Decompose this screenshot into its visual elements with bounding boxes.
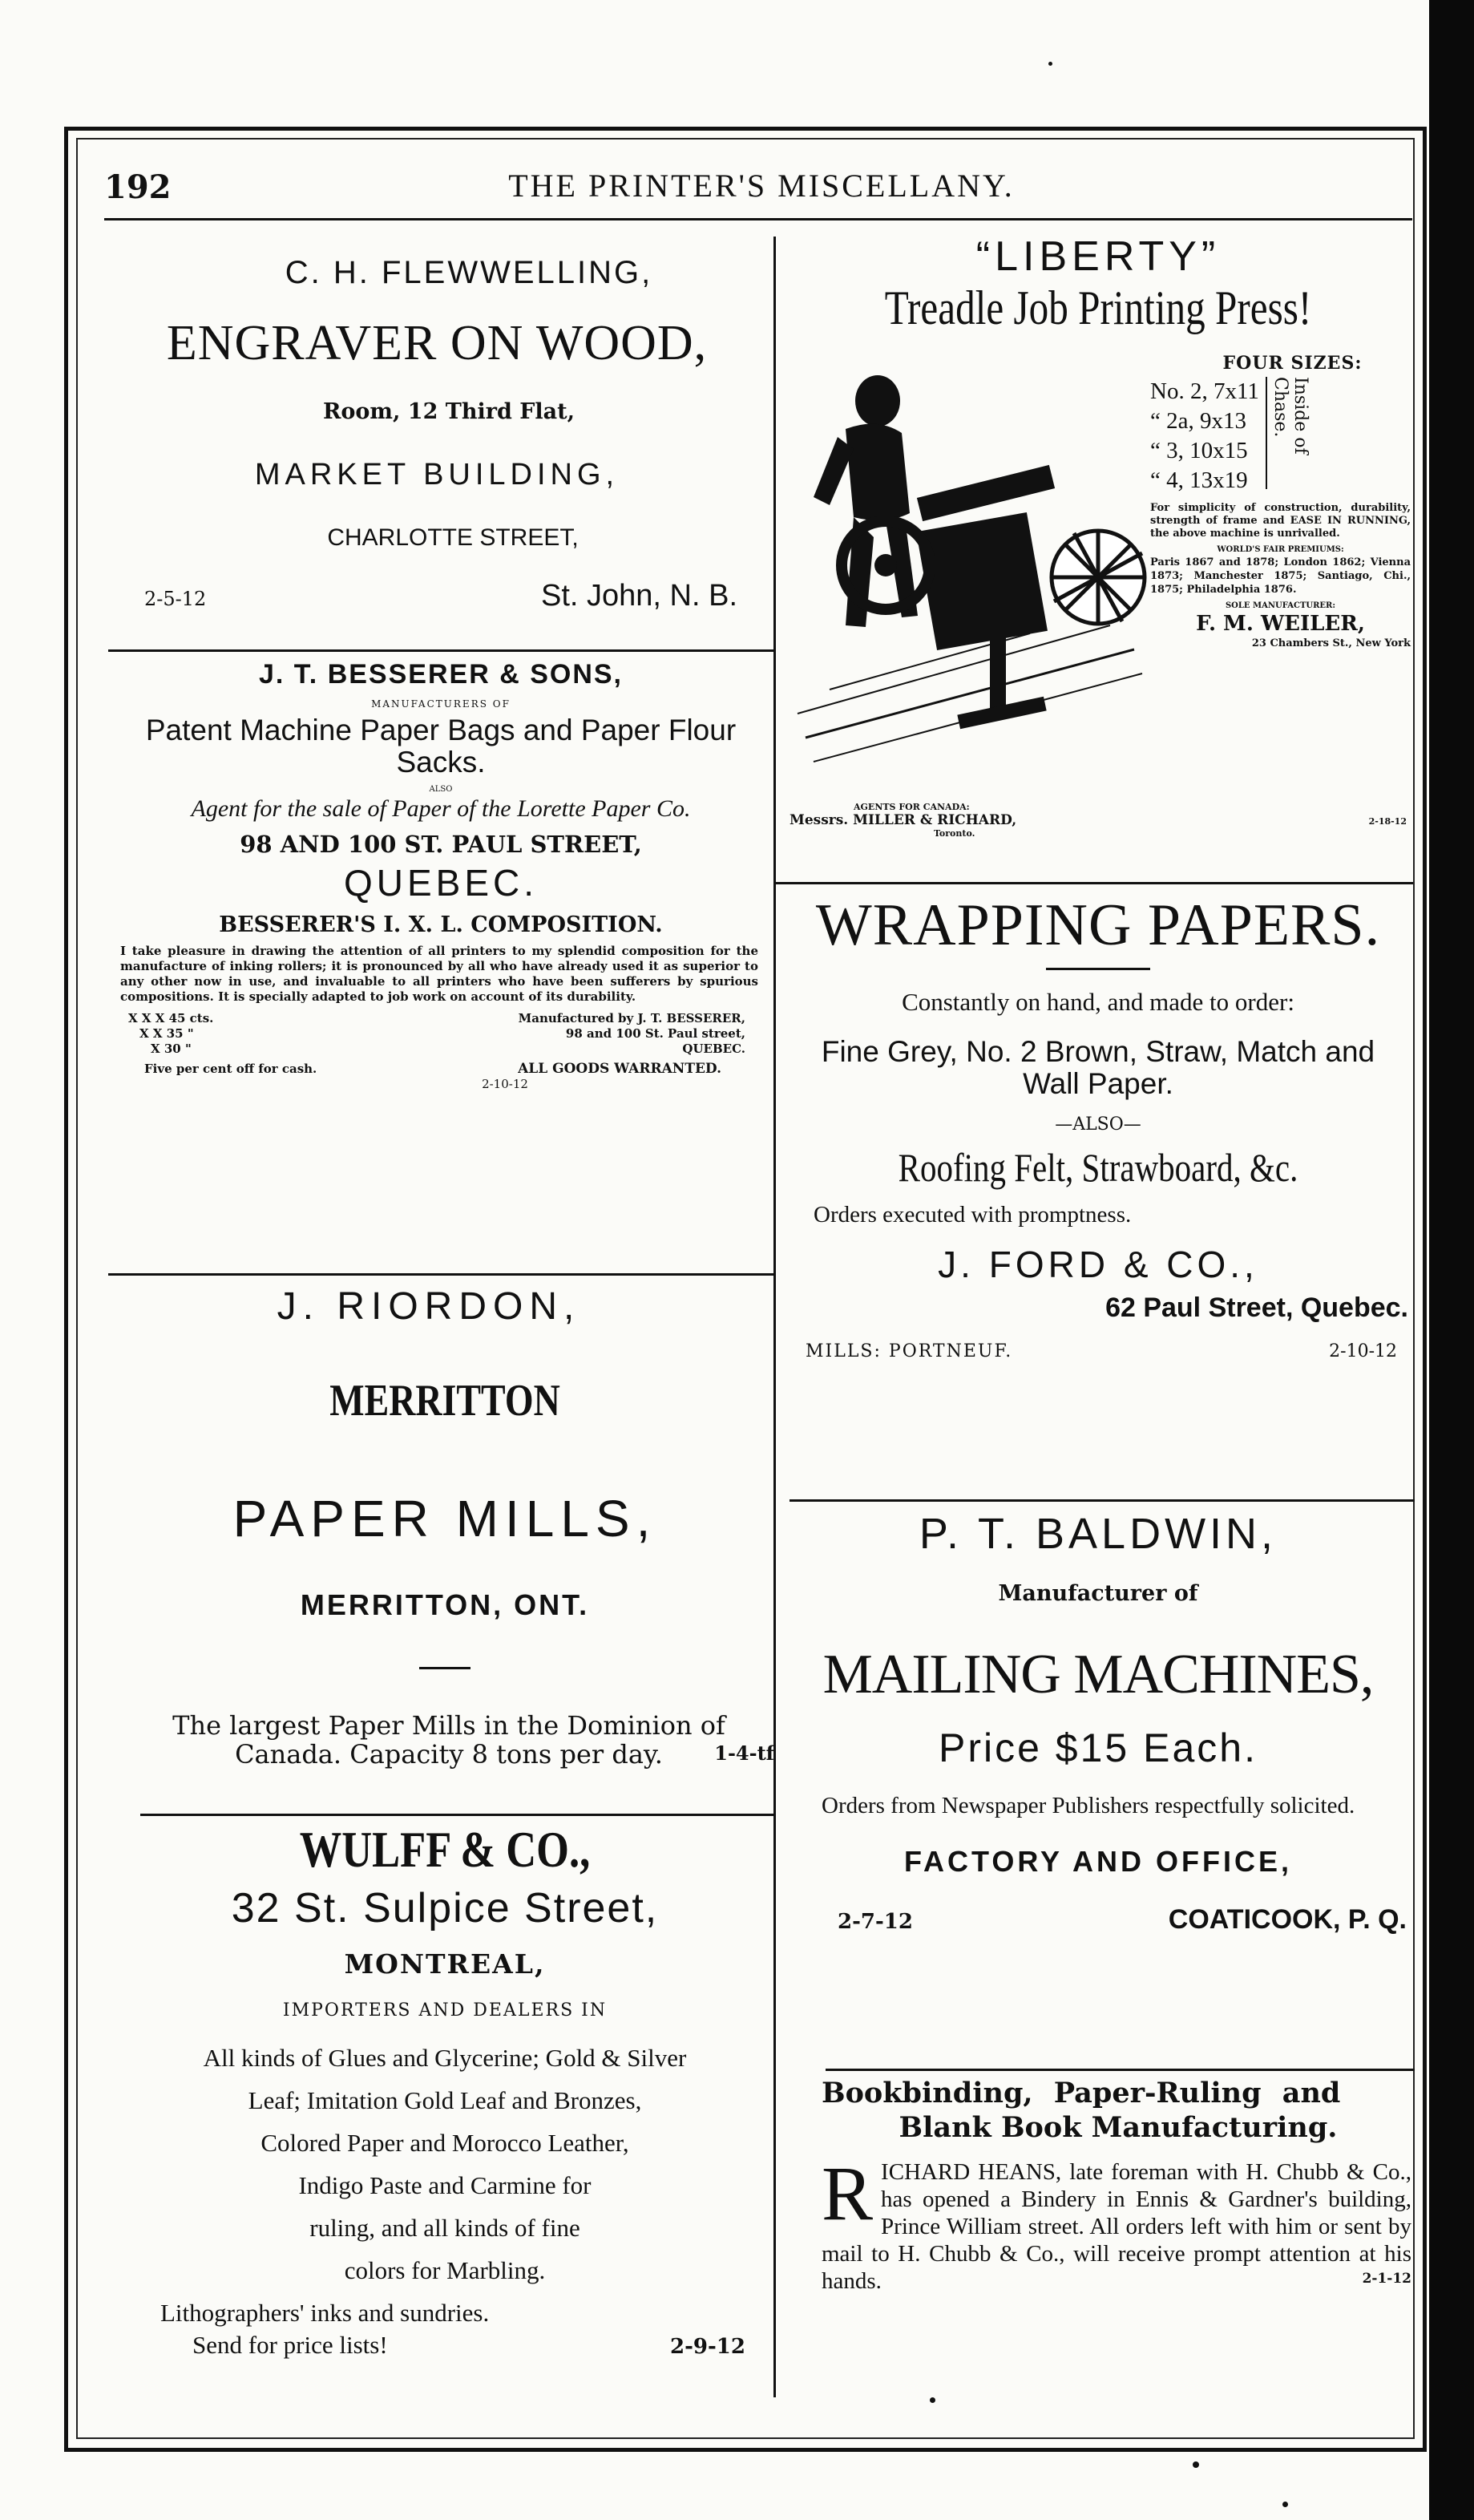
location-line: MERRITTON, ONT.	[300, 1588, 590, 1621]
orders-line: Orders from Newspaper Publishers respectfully solicited.	[822, 1793, 1355, 1818]
product-title: MAILING MACHINES,	[822, 1644, 1374, 1705]
ad-besserer	[112, 659, 769, 1092]
firm-address: 62 Paul Street, Quebec.	[1105, 1292, 1408, 1323]
premiums-text: Paris 1867 and 1878; London 1862; Vienna 1873; Manchester 1875; Santiago, Chi., 1875; Philadelphia 1876.	[1150, 556, 1411, 596]
press-description: For simplicity of construction, durability, strength of frame and EASE IN RUNNING, the above machine is unrivalled.	[1150, 502, 1411, 540]
stock-line: Constantly on hand, and made to order:	[902, 988, 1294, 1016]
manufacturer-label: Manufacturer of	[998, 1581, 1198, 1606]
discount-line: Five per cent off for cash.	[144, 1062, 317, 1076]
street-line: CHARLOTTE STREET,	[327, 524, 579, 551]
maker-city: QUEBEC.	[682, 1042, 745, 1056]
short-rule	[1046, 968, 1150, 970]
notice-body: ICHARD HEANS, late foreman with H. Chubb & Co., has opened a Bindery in Ennis & Gardner's building, Prince William street. All orders left with him or sent by mail to H. Chubb & Co., will receive prompt attention at his hands.	[822, 2159, 1411, 2294]
ad-flewwelling	[104, 249, 769, 613]
firm-name: J. FORD & CO.,	[938, 1244, 1258, 1285]
goods-line: ruling, and all kinds of fine	[309, 2214, 580, 2242]
press-subtitle-text: Treadle Job Printing Press!	[884, 281, 1312, 334]
city-line: QUEBEC.	[343, 862, 539, 904]
agents-city: Toronto.	[934, 828, 975, 839]
mill-place-text: MERRITTON	[329, 1376, 560, 1426]
room-line: Room, 12 Third Flat,	[322, 399, 575, 424]
manufacturers-label: MANUFACTURERS OF	[371, 698, 511, 710]
ad-code: 2-10-12	[1329, 1341, 1397, 1361]
ad-code: 2-10-12	[482, 1077, 528, 1091]
goods-line: Leaf; Imitation Gold Leaf and Bronzes,	[248, 2086, 642, 2114]
city-line: COATICOOK, P. Q.	[1168, 1904, 1407, 1935]
product-line: Patent Machine Paper Bags and Paper Flour Sacks.	[145, 714, 737, 779]
mill-place	[112, 1375, 777, 1426]
drop-cap: R	[822, 2150, 874, 2236]
ad-divider	[776, 882, 1413, 884]
ad-wulff	[112, 1820, 777, 2360]
maker-label: SOLE MANUFACTURER:	[1225, 601, 1336, 610]
ad-divider	[108, 1273, 773, 1276]
page-number: 192	[104, 168, 172, 206]
importers-label: IMPORTERS AND DEALERS IN	[282, 2000, 608, 2020]
size-line: “ 4, 13x19	[1150, 467, 1248, 493]
warranty-line: ALL GOODS WARRANTED.	[518, 1061, 721, 1077]
heading-line: Blank Book Manufacturing.	[899, 2111, 1338, 2144]
ad-baldwin	[781, 1509, 1415, 1936]
products-line: Fine Grey, No. 2 Brown, Straw, Match and Wall Paper.	[821, 1035, 1375, 1100]
agent-line: Agent for the sale of Paper of the Lorette Paper Co.	[191, 795, 691, 822]
advertiser-name: C. H. FLEWWELLING,	[285, 255, 653, 290]
advertiser-name-text: WULFF & CO.,	[299, 1821, 591, 1878]
agents-label: AGENTS FOR CANADA:	[854, 802, 970, 812]
price-line: X X 35 "	[139, 1026, 194, 1041]
ink-speck	[1193, 2461, 1199, 2468]
maker-address: 23 Chambers St., New York	[1251, 637, 1411, 649]
roofing-line	[781, 1144, 1415, 1191]
ad-divider	[826, 2069, 1415, 2071]
city-line: St. John, N. B.	[541, 579, 737, 613]
ad-liberty-press	[781, 233, 1415, 336]
press-subtitle	[781, 281, 1415, 336]
running-head: THE PRINTER'S MISCELLANY.	[508, 168, 1015, 204]
ad-code: 2-9-12	[670, 2335, 745, 2359]
also-label: —ALSO—	[1055, 1114, 1141, 1135]
scan-edge-black	[1429, 0, 1474, 2520]
advertiser-name: P. T. BALDWIN,	[919, 1510, 1278, 1558]
liberty-agents	[789, 802, 1415, 839]
goods-line: Lithographers' inks and sundries.	[160, 2299, 490, 2327]
ad-code: 1-4-tf	[714, 1741, 774, 1765]
ad-code: 2-18-12	[1368, 816, 1407, 827]
size-line: No. 2, 7x11	[1150, 378, 1259, 404]
ink-speck	[1282, 2502, 1288, 2507]
advertiser-name: J. T. BESSERER & SONS,	[259, 659, 623, 690]
scan-edge-mark	[1464, 0, 1474, 18]
advertiser-name: J. RIORDON,	[277, 1285, 581, 1328]
header-rule	[104, 218, 1412, 220]
heading-line: Bookbinding, Paper-Ruling and	[822, 2077, 1341, 2109]
roofing-text: Roofing Felt, Strawboard, &c.	[898, 1145, 1298, 1190]
address-line: 32 St. Sulpice Street,	[231, 1885, 659, 1931]
ad-divider	[108, 649, 773, 652]
goods-line: Indigo Paste and Carmine for	[298, 2171, 592, 2199]
agents-name: Messrs. MILLER & RICHARD,	[789, 812, 1017, 828]
premiums-label: WORLD'S FAIR PREMIUMS:	[1217, 545, 1344, 554]
ink-speck	[1048, 62, 1052, 66]
price-line: X 30 "	[151, 1042, 192, 1056]
goods-line: All kinds of Glues and Glycerine; Gold & Silver	[203, 2044, 687, 2072]
composition-body: I take pleasure in drawing the attention of all printers to my splendid composition for the manufacture of inking rollers; it is pronounced by all who have already used it as superior to any other now in use, and invaluable to all printers who have been sufferers by spurious compositions. It is specially adapted to job work on account of its durability.	[120, 944, 758, 1004]
factory-line: FACTORY AND OFFICE,	[903, 1845, 1293, 1878]
ad-code: 2-7-12	[838, 1910, 913, 1934]
ad-divider	[789, 1499, 1415, 1502]
ad-divider	[140, 1814, 773, 1816]
size-line: “ 3, 10x15	[1150, 438, 1248, 463]
mills-line: MILLS: PORTNEUF.	[806, 1341, 1013, 1361]
mill-description: The largest Paper Mills in the Dominion of Canada. Capacity 8 tons per day.	[172, 1710, 725, 1770]
address-line: 98 AND 100 ST. PAUL STREET,	[240, 831, 642, 858]
sizes-label: FOUR SIZES:	[1222, 353, 1363, 374]
price-list-line: Send for price lists!	[192, 2331, 388, 2359]
ad-heans	[822, 2077, 1415, 2294]
printing-press-illustration	[789, 361, 1158, 778]
ad-riordon	[112, 1284, 777, 1770]
goods-list	[112, 2037, 777, 2334]
liberty-details	[1150, 353, 1411, 649]
ad-code: 2-1-12	[1362, 2271, 1411, 2287]
chase-note: Inside of Chase.	[1266, 377, 1310, 489]
ad-code: 2-5-12	[144, 588, 207, 610]
price-line: Price $15 Each.	[939, 1725, 1258, 1770]
goods-line: Colored Paper and Morocco Leather,	[260, 2129, 629, 2157]
short-rule	[419, 1667, 470, 1669]
size-line: “ 2a, 9x13	[1150, 408, 1246, 434]
trade-title: ENGRAVER ON WOOD,	[166, 316, 708, 370]
orders-line: Orders executed with promptness.	[814, 1202, 1132, 1228]
maker-line: Manufactured by J. T. BESSERER,	[518, 1011, 745, 1025]
goods-line: colors for Marbling.	[344, 2256, 546, 2284]
press-title: “LIBERTY”	[975, 233, 1221, 280]
wrapping-title: WRAPPING PAPERS.	[815, 892, 1381, 958]
mills-title: PAPER MILLS,	[232, 1490, 657, 1547]
maker-address: 98 and 100 St. Paul street,	[565, 1026, 745, 1041]
also-label: ALSO	[429, 785, 453, 794]
advertiser-name	[112, 1820, 777, 1879]
building-line: MARKET BUILDING,	[254, 458, 620, 491]
maker-name: F. M. WEILER,	[1196, 612, 1365, 636]
city-line: MONTREAL,	[344, 1948, 546, 1980]
ad-ford-wrapping	[781, 892, 1415, 1361]
ink-speck	[930, 2397, 935, 2403]
price-line: X X X 45 cts.	[128, 1011, 214, 1025]
composition-heading: BESSERER'S I. X. L. COMPOSITION.	[219, 912, 663, 937]
